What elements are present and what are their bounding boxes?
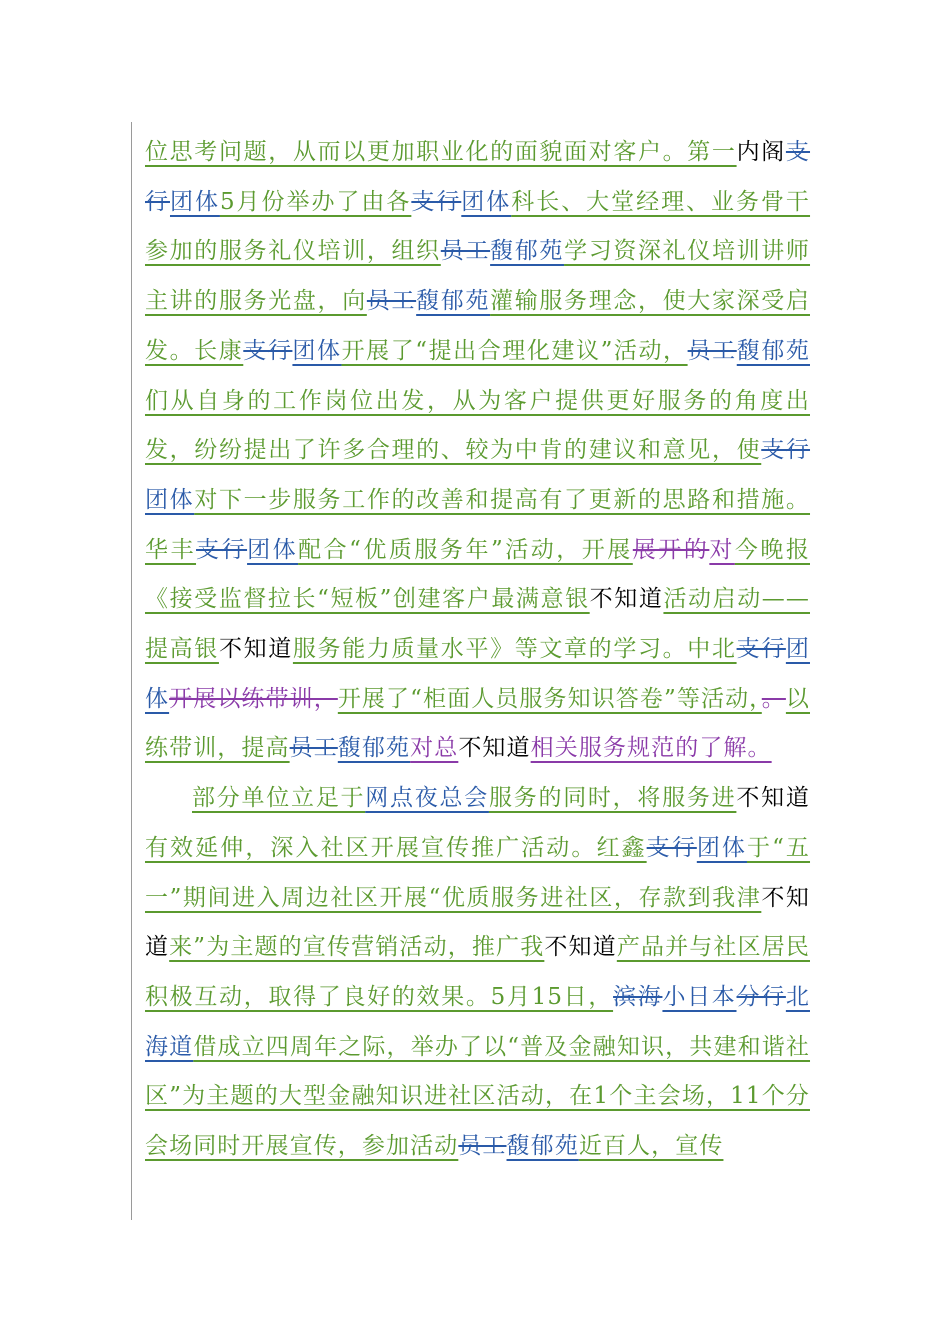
text-run: 馥郁苑	[337, 735, 411, 762]
text-run: 位思考问题，从而以更加职业化的面貌面对客户。第一	[145, 139, 737, 165]
paragraph-2	[145, 774, 810, 1172]
text-run: 支行	[243, 337, 293, 364]
text-run: 们从自身的工作岗位出发，从为客户提供更好服务的角度出发，纷纷提出了许多合理的、较为中肯的建议和意见，使	[145, 387, 810, 464]
text-run: 开展了“提出合理化建议”活动，	[341, 337, 688, 364]
text-run: 不知道	[458, 735, 531, 762]
text-run: 有效延伸，深入社区开展宣传推广活动。红鑫	[145, 834, 647, 861]
text-run: 。	[761, 685, 786, 712]
text-run: 馥郁苑	[736, 337, 810, 364]
text-run: 配合“优质服务年”活动，开展	[298, 536, 633, 563]
text-run: 于“五一”期间进入周边社区开展“优质服务进社区，存款到我津	[145, 834, 811, 911]
document-body	[145, 128, 810, 1172]
text-run: 服务能力质量水平》等文章的学习。中北	[292, 636, 737, 663]
text-run: 支行	[761, 437, 811, 464]
text-run: 员工	[458, 1133, 507, 1160]
text-run: 支行	[411, 188, 462, 215]
text-run: 开展以练带训，	[169, 685, 338, 712]
text-run: 支行	[145, 139, 811, 215]
text-run: 团体	[145, 486, 195, 513]
text-run: 团体	[696, 834, 747, 861]
text-run: 支行	[646, 834, 697, 861]
text-run: 服务的同时，将服务进	[488, 785, 737, 812]
text-run: 不知道	[544, 934, 617, 961]
text-run: 不知道	[589, 586, 664, 613]
paragraph-1	[145, 128, 810, 774]
text-run: 科长、大堂经理、业务骨干参加的服务礼仪培训，组织	[145, 188, 811, 265]
text-run: 灌输服务理念，使大家深受启发。长康	[145, 288, 810, 364]
text-run: 员工	[687, 337, 737, 364]
text-run: 学习资深礼仪培训讲师主讲的服务光盘，向	[145, 238, 811, 315]
text-run: 滨海	[613, 983, 663, 1010]
text-run: 不知道	[218, 636, 293, 663]
change-bar	[131, 122, 132, 1220]
text-run: 团体	[292, 337, 342, 364]
text-run: 团体	[247, 536, 299, 563]
text-run: 网点夜总会	[365, 785, 489, 812]
text-run: 团体	[145, 636, 810, 712]
text-run: 支行	[196, 536, 248, 563]
text-run: 近百人，宣传	[578, 1133, 724, 1160]
text-run: 来”为主题的宣传营销活动，推广我	[169, 934, 545, 961]
text-run: 以练带训，提高	[145, 685, 810, 762]
text-run: 不知道	[736, 785, 810, 812]
text-run: 馥郁苑	[506, 1133, 579, 1160]
text-run: 团体	[169, 188, 220, 215]
text-run: 部分单位立足于	[192, 785, 366, 812]
text-run: 对总	[410, 735, 459, 762]
text-run: 活动启动——提高银	[145, 586, 810, 663]
text-run: 对下一步服务工作的改善和提高有了更新的思路和措施。华丰	[145, 486, 811, 563]
text-run: 相关服务规范的了解。	[530, 735, 772, 762]
text-run: 团体	[461, 188, 512, 215]
text-run: 员工	[440, 238, 491, 265]
text-run: 分行	[736, 983, 786, 1010]
text-run: 馥郁苑	[416, 288, 491, 315]
text-run: 支行	[736, 636, 786, 663]
text-run: 馥郁苑	[490, 238, 565, 265]
text-run: 对	[709, 536, 735, 563]
text-run: 不知道	[145, 884, 810, 961]
text-run: 员工	[366, 288, 417, 315]
text-run: 员工	[289, 735, 338, 762]
text-run: 开展了“柜面人员服务知识答卷”等活动，	[337, 685, 762, 712]
text-run: 展开的	[632, 536, 710, 563]
text-run: 小日本	[662, 983, 737, 1010]
text-run: 产品并与社区居民积极互动，取得了良好的效果。5月15日，	[145, 934, 810, 1010]
text-run: 借成立四周年之际，举办了以“普及金融知识，共建和谐社区”为主题的大型金融知识进社区活动，在1个主会场，11个分会场同时开展宣传，参加活动	[145, 1033, 811, 1160]
text-run: 5月份举办了由各	[219, 188, 412, 215]
text-run: 内阁	[736, 139, 786, 165]
text-run: 北海道	[145, 983, 810, 1060]
text-run: 今晚报《接受监督拉长“短板”创建客户最满意银	[145, 536, 810, 613]
